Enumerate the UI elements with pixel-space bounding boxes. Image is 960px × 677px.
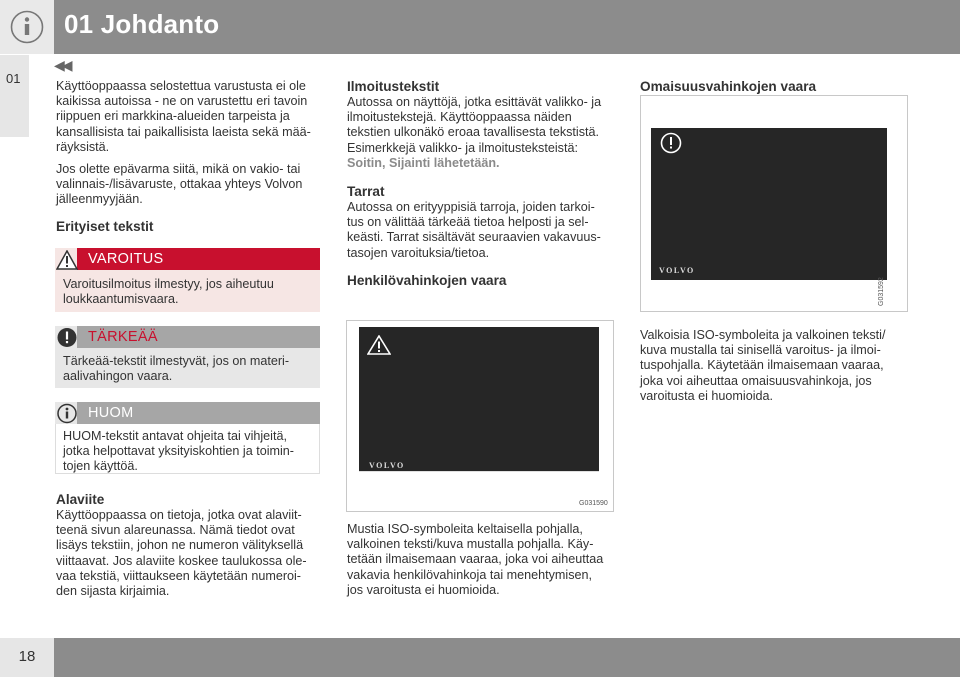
property-damage-caption: Valkoisia ISO-symboleita ja valkoinen teksti/ kuva mustalla tai sinisellä varoitus- ja ilmoi- tuspohjalla. Käytetään ilmaisemaan vaaraa, joka voi aiheuttaa omaisuusvahinkoja, jos varoitusta ei huomioida.	[640, 328, 886, 403]
page-title: 01 Johdanto	[64, 9, 220, 39]
personal-injury-caption: Mustia ISO-symboleita keltaisella pohjalla, valkoinen teksti/kuva mustalla pohjalla. Käy- tetään ilmaisemaan vaaraa, joka voi aiheuttaa vakavia henkilövahinkoja tai menehtymisen, jos varoitusta ei huomioida.	[347, 522, 604, 597]
volvo-logo: VOLVO	[369, 461, 405, 470]
image-code: G031592	[878, 277, 885, 306]
black-notice-sign	[651, 128, 887, 280]
footnote-heading: Alaviite	[56, 492, 105, 507]
property-damage-label-image	[640, 95, 908, 312]
note-label: HUOM	[88, 405, 134, 421]
display-text-example: Soitin, Sijainti lähetetään.	[347, 155, 500, 170]
footnote-paragraph: Käyttöoppaassa on tietoja, jotka ovat alaviit- teenä sivun alareunassa. Nämä tiedot ovat lisäys tekstiin, johon ne numeron välityksellä viittaavat. Jos alaviite koskee taulukossa ole- vaa tekstiä, viittaukseen käytetään numeroi- den sijasta kirjaimia.	[56, 508, 307, 599]
chapter-tab	[0, 55, 29, 137]
exclamation-icon	[660, 132, 682, 154]
volvo-logo: VOLVO	[659, 266, 695, 275]
info-icon	[56, 403, 78, 424]
note-header	[55, 402, 320, 424]
exclamation-icon	[56, 327, 78, 348]
contact-paragraph: Jos olette epävarma siitä, mikä on vakio- tai valinnais-/lisävaruste, ottakaa yhteys Volvon jälleenmyyjään.	[56, 162, 303, 207]
warning-box	[55, 248, 320, 312]
important-box	[55, 326, 320, 388]
header-icon-box	[0, 0, 54, 54]
warning-text: Varoitusilmoitus ilmestyy, jos aiheutuu loukkaantumisvaara.	[63, 277, 274, 306]
personal-injury-heading: Henkilövahinkojen vaara	[347, 273, 507, 288]
note-text: HUOM-tekstit antavat ohjeita tai vihjeitä, jotka helpottavat yksityiskohtien ja toimin- tojen käyttöä.	[63, 429, 294, 473]
important-header	[55, 326, 320, 348]
property-damage-heading: Omaisuusvahinkojen vaara	[640, 79, 817, 94]
special-texts-heading: Erityiset tekstit	[56, 219, 154, 234]
black-warning-sign	[359, 327, 599, 471]
page-footer	[0, 638, 960, 677]
previous-page-arrows-icon[interactable]: ◀◀	[54, 57, 70, 73]
chapter-tab-label: 01	[6, 71, 21, 86]
page-number: 18	[18, 648, 36, 665]
personal-injury-label-image	[346, 320, 614, 512]
intro-paragraph: Käyttöoppaassa selostettua varustusta ei ole kaikissa autoissa - ne on varustettu eri tavoin riippuen eri markkina-alueiden tarpeista ja kansallisista tai paikallisista laeista sekä mää- räyksistä.	[56, 79, 311, 154]
warning-header	[55, 248, 320, 270]
warning-triangle-icon	[56, 250, 78, 270]
warning-triangle-icon	[367, 335, 391, 355]
important-label: TÄRKEÄÄ	[88, 329, 158, 345]
warning-label: VAROITUS	[88, 251, 164, 267]
labels-paragraph: Autossa on erityyppisiä tarroja, joiden tarkoi- tus on välittää tärkeää tietoa helposti ja sel- keästi. Tarrat sisältävät seuraavien vakavuus- tasojen varoituksia/tietoa.	[347, 200, 601, 260]
display-texts-heading: Ilmoitustekstit	[347, 79, 440, 94]
note-box	[55, 402, 320, 474]
important-text: Tärkeää-tekstit ilmestyvät, jos on materi- aalivahingon vaara.	[63, 354, 290, 383]
image-code: G031590	[579, 500, 608, 507]
labels-heading: Tarrat	[347, 184, 385, 199]
display-texts-paragraph: Autossa on näyttöjä, jotka esittävät valikko- ja ilmoitustekstejä. Käyttöoppaassa näiden tekstien ulkonäkö eroaa tavallisesta tekstistä. Esimerkkejä valikko- ja ilmoitusteksteistä: Soitin, Sijainti lähetetään.	[347, 95, 627, 171]
info-icon	[0, 0, 54, 54]
